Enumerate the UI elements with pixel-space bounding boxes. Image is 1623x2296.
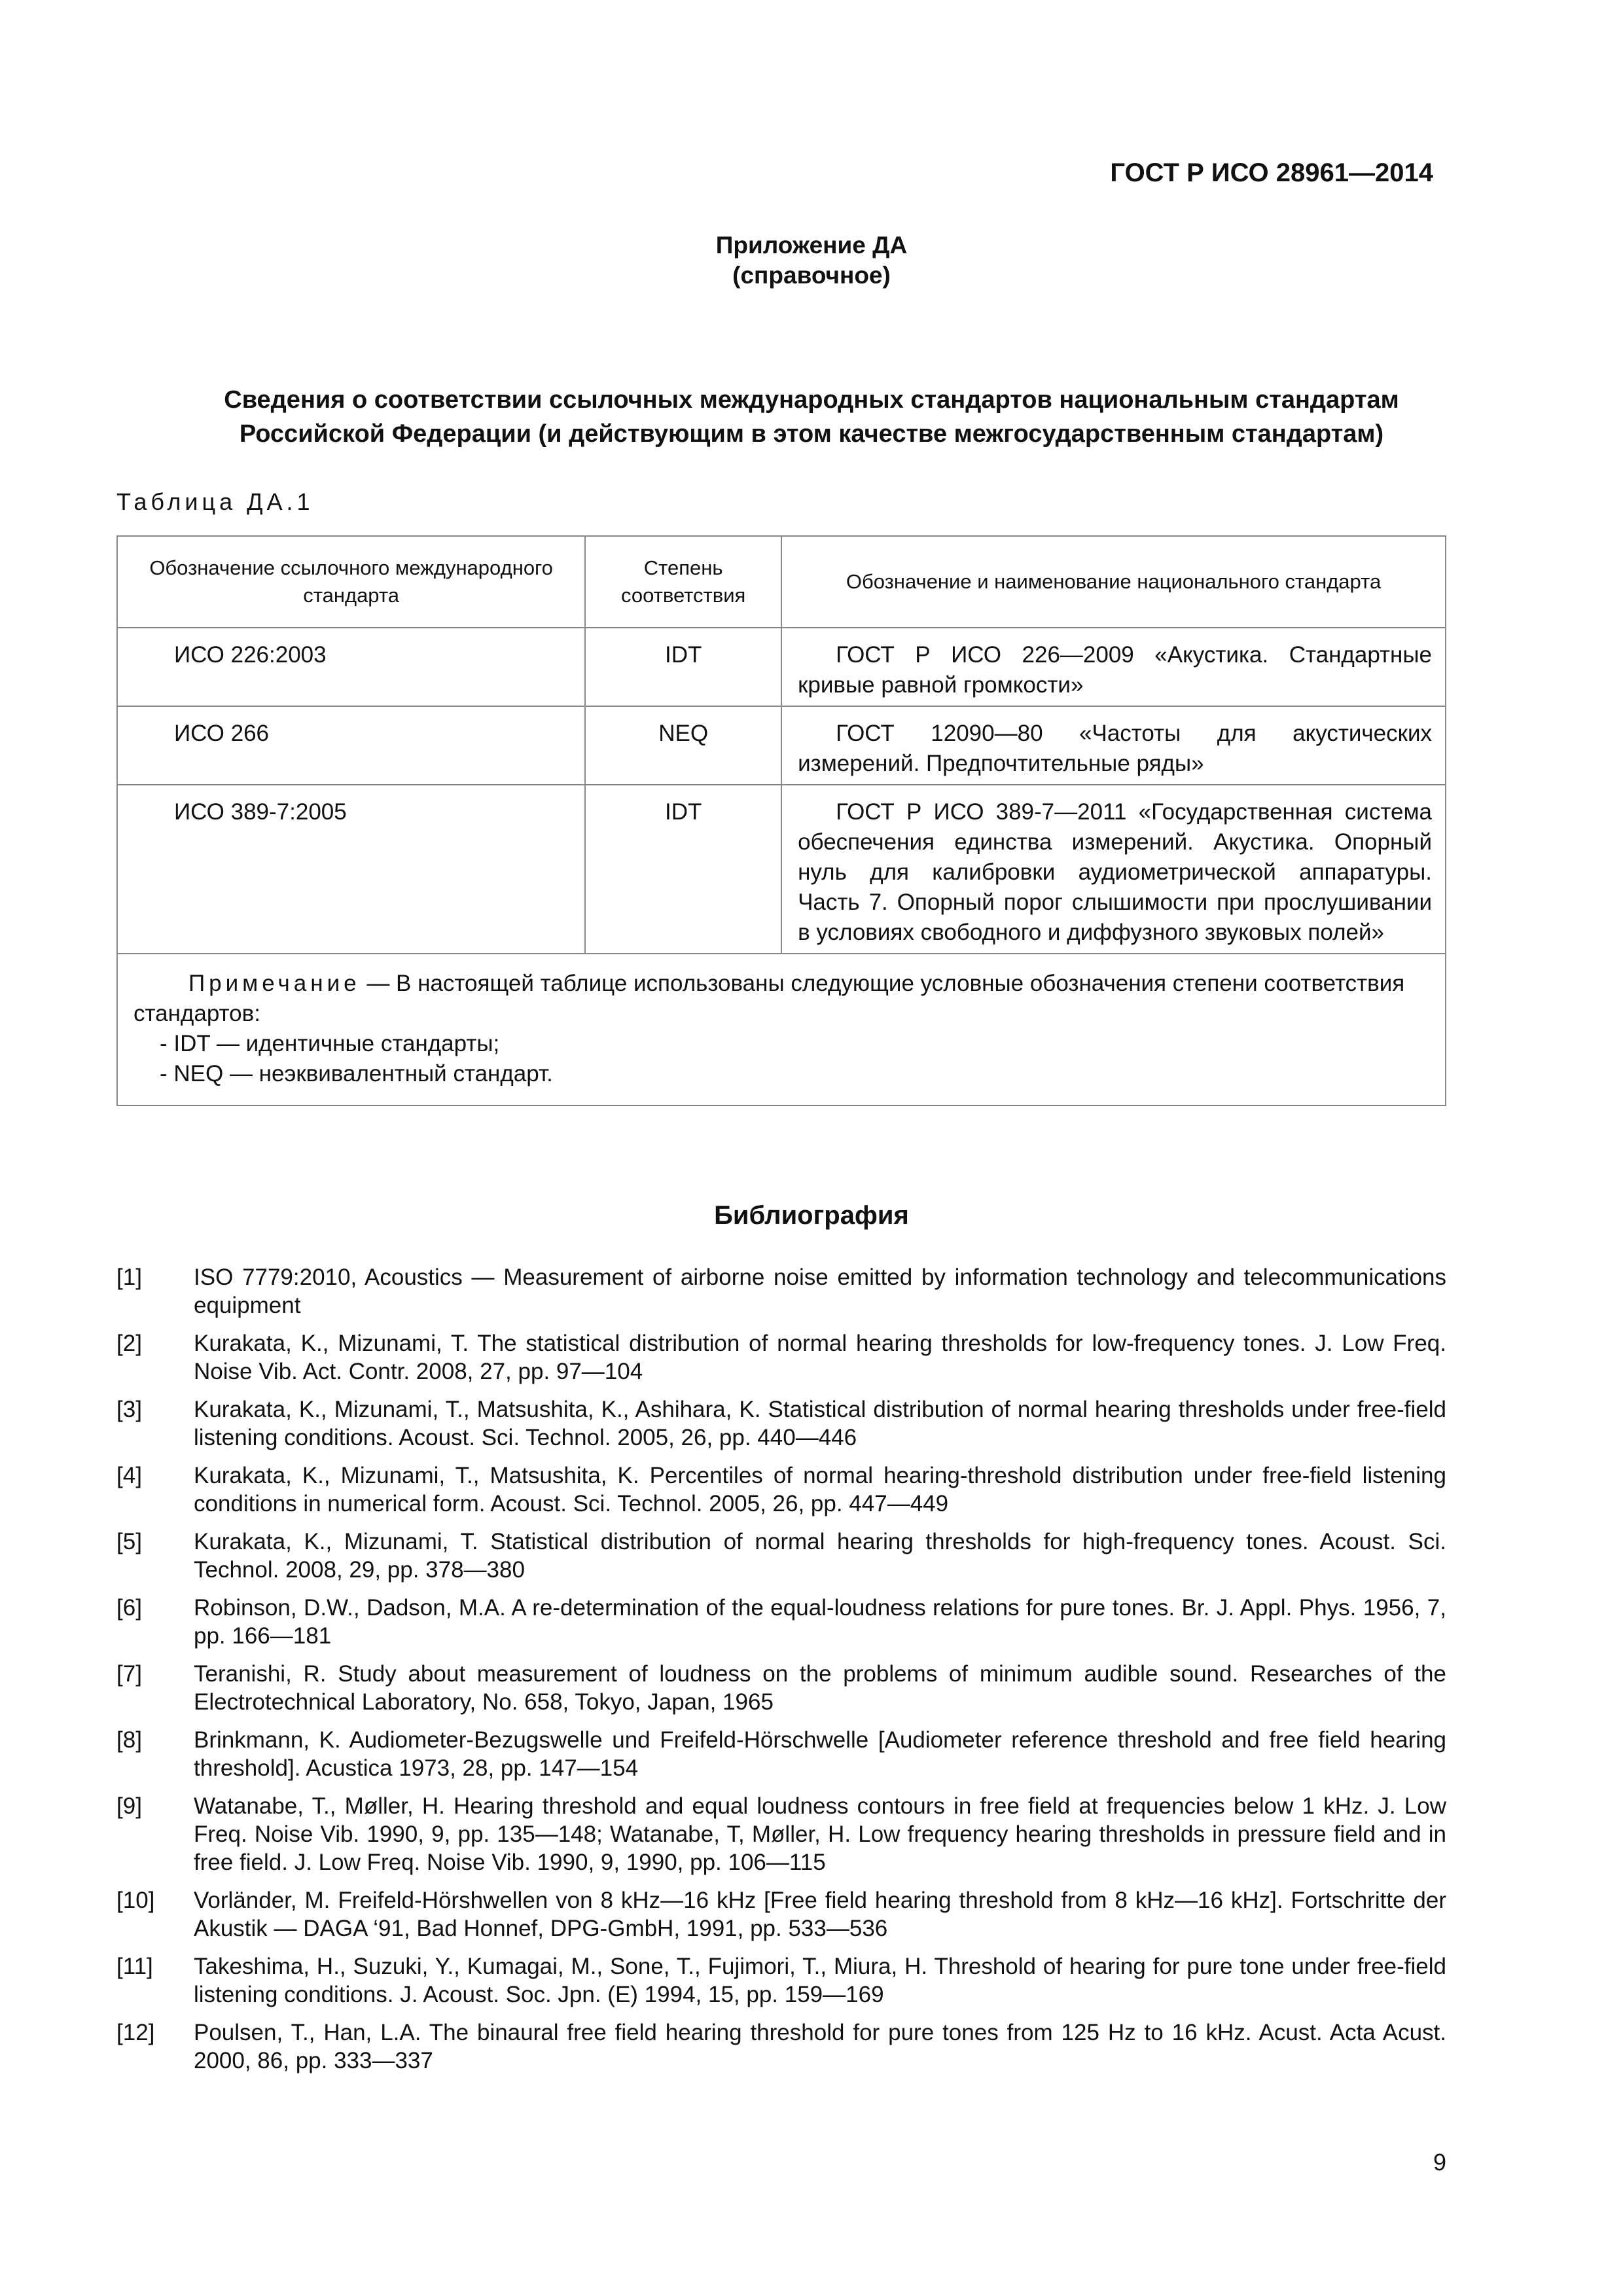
ref-text: Vorländer, M. Freifeld-Hörshwellen von 8 kHz—16 kHz [Free field hearing threshold from 8 kHz—16 kHz]. Fortschritte der Akustik — DAGA ‘91, Bad Honnef, DPG-GmbH, 1991, pp. 533—536 (194, 1888, 1446, 1941)
annex-heading (0, 230, 1623, 291)
ref-text: Kurakata, K., Mizunami, T. The statistical distribution of normal hearing thresholds for low-frequency tones. J. Low Freq. Noise Vib. Act. Contr. 2008, 27, pp. 97—104 (194, 1331, 1446, 1384)
bibliography-entry (116, 1726, 1446, 1782)
table-note (117, 954, 1446, 1105)
ref-number: [10] (116, 1888, 155, 1913)
note-item-neq: - NEQ — неэквивалентный стандарт. (160, 1061, 553, 1086)
intl-standard-cell: ИСО 389-7:2005 (117, 785, 585, 954)
ref-number: [1] (116, 1265, 142, 1290)
bibliography-entry (116, 1660, 1446, 1716)
section-title-line-2: Российской Федерации (и действующим в этом качестве межгосударственным стандартам) (239, 420, 1384, 448)
ref-number: [4] (116, 1463, 142, 1488)
ref-text: Watanabe, T., Møller, H. Hearing threshold and equal loudness contours in free field at frequencies below 1 kHz. J. Low Freq. Noise Vib. 1990, 9, pp. 135—148; Watanabe, T, Møller, H. Low frequency hearing thresholds in pressure field and in free field. J. Low Freq. Noise Vib. 1990, 9, 1990, pp. 106—115 (194, 1793, 1446, 1875)
intl-standard-cell: ИСО 226:2003 (117, 628, 585, 706)
ref-number: [11] (116, 1954, 153, 1979)
header-national-standard: Обозначение и наименование национального стандарта (781, 536, 1446, 628)
degree-cell: IDT (585, 628, 781, 706)
bibliography-entry (116, 1792, 1446, 1876)
section-title (105, 383, 1518, 451)
annex-subtitle: (справочное) (732, 262, 891, 289)
ref-number: [3] (116, 1397, 142, 1422)
bibliography-list (116, 1263, 1446, 2085)
ref-text: Poulsen, T., Han, L.A. The binaural free field hearing threshold for pure tones from 125 Hz to 16 kHz. Acust. Acta Acust. 2000, 86, pp. 333—337 (194, 2020, 1446, 2073)
national-standard-cell: ГОСТ Р ИСО 389-7—2011 «Государственная система обеспечения единства измерений. Акустика. Опорный нуль для калибровки аудиометрической аппаратуры. Часть 7. Опорный порог слышимости при прослушивании в условиях свободного и диффузного звуковых полей» (781, 785, 1446, 954)
header-intl-standard: Обозначение ссылочного международного стандарта (117, 536, 585, 628)
ref-text: Kurakata, K., Mizunami, T., Matsushita, K., Ashihara, K. Statistical distribution of normal hearing thresholds under free-field listening conditions. Acoust. Sci. Technol. 2005, 26, pp. 440—446 (194, 1397, 1446, 1450)
table-note-row (117, 954, 1446, 1105)
ref-text: Brinkmann, K. Audiometer-Bezugswelle und Freifeld-Hörschwelle [Audiometer reference threshold and free field hearing threshold]. Acustica 1973, 28, pp. 147—154 (194, 1727, 1446, 1781)
section-title-line-1: Сведения о соответствии ссылочных международных стандартов национальным стандартам (224, 386, 1399, 414)
table-label: Таблица ДА.1 (116, 488, 314, 515)
ref-number: [6] (116, 1595, 142, 1621)
bibliography-entry (116, 1263, 1446, 1319)
national-standard-cell: ГОСТ 12090—80 «Частоты для акустических измерений. Предпочтительные ряды» (781, 706, 1446, 785)
ref-text: ISO 7779:2010, Acoustics — Measurement of airborne noise emitted by information technology and telecommunications equipment (194, 1265, 1446, 1318)
ref-number: [8] (116, 1727, 142, 1753)
note-item-idt: - IDT — идентичные стандарты; (160, 1031, 500, 1056)
bibliography-entry (116, 1329, 1446, 1386)
ref-number: [5] (116, 1529, 142, 1554)
table-row (117, 628, 1446, 706)
table-row (117, 706, 1446, 785)
ref-number: [12] (116, 2020, 155, 2045)
national-standard-cell: ГОСТ Р ИСО 226—2009 «Акустика. Стандартные кривые равной громкости» (781, 628, 1446, 706)
ref-text: Takeshima, H., Suzuki, Y., Kumagai, M., Sone, T., Fujimori, T., Miura, H. Threshold of hearing for pure tone under free-field listening conditions. J. Acoust. Soc. Jpn. (E) 1994, 15, pp. 159—169 (194, 1954, 1446, 2007)
note-body: — В настоящей таблице использованы следующие условные обозначения степени соответствия стандартов: (134, 971, 1405, 1026)
degree-cell: NEQ (585, 706, 781, 785)
document-code: ГОСТ Р ИСО 28961—2014 (1110, 158, 1433, 187)
ref-text: Teranishi, R. Study about measurement of loudness on the problems of minimum audible sound. Researches of the Electrotechnical Laboratory, No. 658, Tokyo, Japan, 1965 (194, 1661, 1446, 1715)
table-header-row (117, 536, 1446, 628)
bibliography-entry (116, 1462, 1446, 1518)
bibliography-entry (116, 1395, 1446, 1452)
ref-text: Kurakata, K., Mizunami, T., Matsushita, K. Percentiles of normal hearing-threshold distribution under free-field listening conditions in numerical form. Acoust. Sci. Technol. 2005, 26, pp. 447—449 (194, 1463, 1446, 1516)
bibliography-title: Библиография (714, 1201, 909, 1230)
header-degree: Степень соответствия (585, 536, 781, 628)
degree-cell: IDT (585, 785, 781, 954)
correspondence-table (116, 535, 1446, 1106)
ref-number: [2] (116, 1331, 142, 1356)
annex-title: Приложение ДА (715, 232, 908, 259)
bibliography-entry (116, 1528, 1446, 1584)
ref-number: [7] (116, 1661, 142, 1687)
bibliography-entry (116, 1886, 1446, 1943)
bibliography-entry (116, 2018, 1446, 2075)
intl-standard-cell: ИСО 266 (117, 706, 585, 785)
page-number: 9 (1433, 2149, 1446, 2176)
ref-text: Kurakata, K., Mizunami, T. Statistical distribution of normal hearing thresholds for high-frequency tones. Acoust. Sci. Technol. 2008, 29, pp. 378—380 (194, 1529, 1446, 1583)
note-text (134, 969, 1432, 1029)
table-row (117, 785, 1446, 954)
ref-number: [9] (116, 1793, 142, 1819)
bibliography-entry (116, 1594, 1446, 1650)
bibliography-entry (116, 1952, 1446, 2009)
note-label: Примечание (188, 971, 361, 996)
ref-text: Robinson, D.W., Dadson, M.A. A re-determination of the equal-loudness relations for pure tones. Br. J. Appl. Phys. 1956, 7, pp. 166—181 (194, 1595, 1446, 1649)
